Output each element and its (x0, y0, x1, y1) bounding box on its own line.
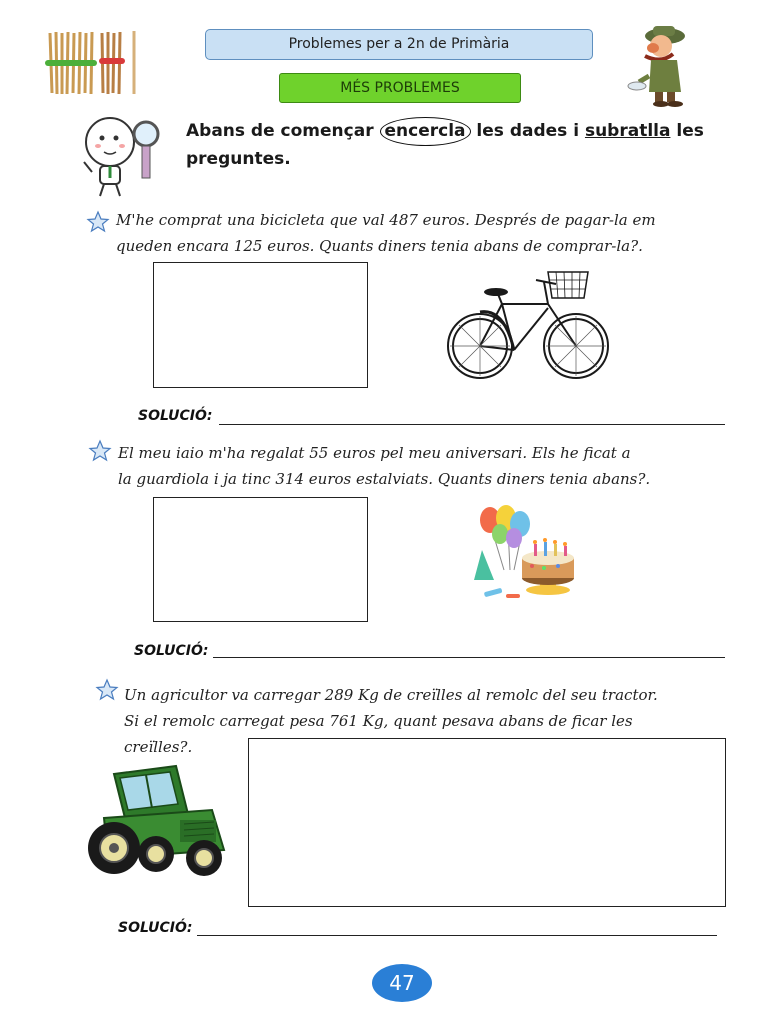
answer-box-2[interactable] (153, 497, 368, 622)
solution-line-2[interactable] (213, 657, 725, 658)
star-icon (95, 678, 119, 702)
solution-line-1[interactable] (219, 424, 725, 425)
bicycle-icon (444, 262, 612, 384)
tractor-icon (84, 758, 230, 880)
problem-1-text (116, 207, 736, 259)
solution-label-3: SOLUCIÓ: (118, 920, 193, 936)
problem-1-line2: queden encara 125 euros. Quants diners tenia abans de comprar-la?. (116, 237, 643, 255)
star-icon (88, 439, 112, 463)
detective-icon (625, 20, 705, 108)
page-number-badge: 47 (372, 964, 432, 1002)
page-title: Problemes per a 2n de Primària (205, 29, 593, 60)
solution-label-1: SOLUCIÓ: (138, 408, 213, 424)
solution-line-3[interactable] (197, 935, 717, 936)
problem-2-text (118, 440, 738, 492)
instruction-part2: les dades i (470, 121, 585, 141)
underlined-word: subratlla (584, 121, 671, 141)
counting-sticks-icon (42, 28, 142, 98)
solution-label-2: SOLUCIÓ: (134, 643, 209, 659)
problem-2-line1: El meu iaio m'ha regalat 55 euros pel meu aniversari. Els he ficat a (118, 444, 631, 462)
instruction-part1: Abans de començar (186, 121, 380, 141)
star-icon (86, 210, 110, 234)
magnifier-character-icon (78, 112, 168, 198)
answer-box-1[interactable] (153, 262, 368, 388)
answer-box-3[interactable] (248, 738, 726, 907)
problem-3-line2: Si el remolc carregat pesa 761 Kg, quant pesava abans de ficar les (124, 712, 633, 730)
problem-1-line1: M'he comprat una bicicleta que val 487 euros. Després de pagar-la em (116, 211, 656, 229)
instruction-text (186, 117, 726, 173)
problem-2-line2: la guardiola i ja tinc 314 euros estalviats. Quants diners tenia abans?. (118, 470, 651, 488)
problem-3-line1: Un agricultor va carregar 289 Kg de creïlles al remolc del seu tractor. (124, 686, 658, 704)
instruction-part3: les preguntes. (186, 121, 704, 169)
section-banner: MÉS PROBLEMES (279, 73, 521, 103)
birthday-cake-icon (474, 500, 580, 604)
problem-3-line3: creïlles?. (124, 738, 193, 756)
circled-word: encercla (380, 117, 471, 146)
